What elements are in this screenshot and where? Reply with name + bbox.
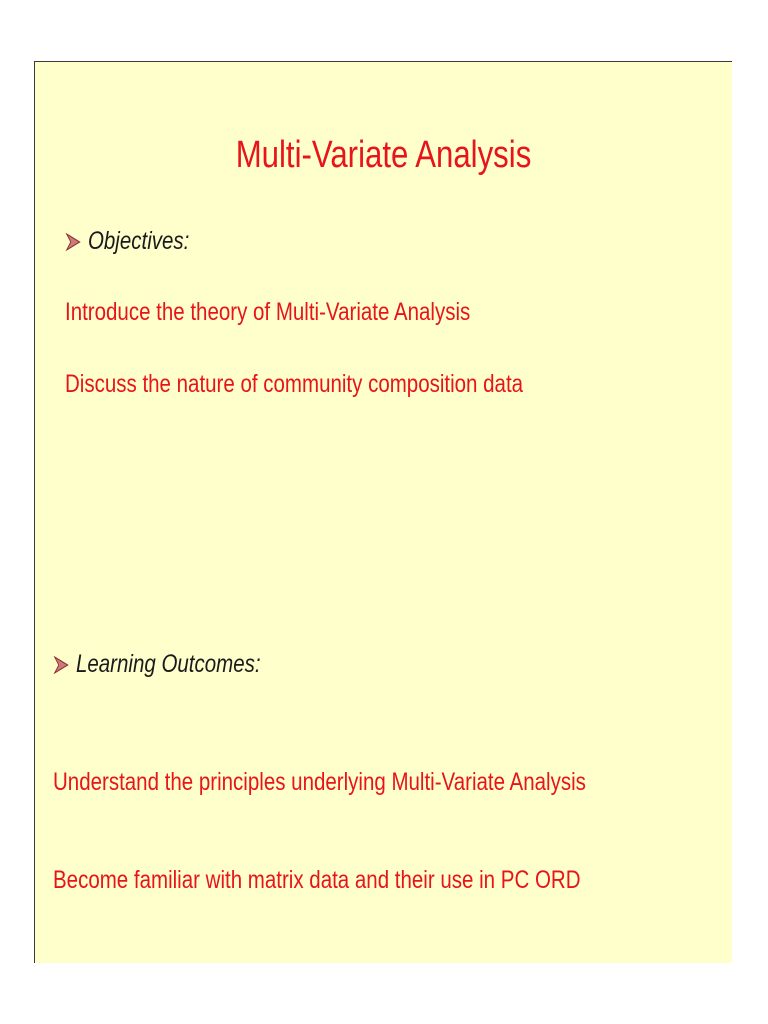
arrow-bullet-icon: [53, 655, 69, 675]
objective-item: Introduce the theory of Multi-Variate Analysis: [65, 298, 471, 326]
objectives-heading-label: Objectives:: [87, 227, 190, 255]
learning-outcome-item: Understand the principles underlying Multi-Variate Analysis: [53, 768, 586, 796]
slide-title: Multi-Variate Analysis: [235, 134, 532, 176]
learning-outcome-item: Become familiar with matrix data and their use in PC ORD: [53, 866, 581, 894]
slide: [34, 61, 732, 963]
objective-item: Discuss the nature of community composition data: [65, 370, 524, 398]
arrow-bullet-icon: [65, 232, 81, 252]
learning-outcomes-heading: [53, 650, 261, 679]
objectives-heading: [65, 227, 189, 256]
learning-outcomes-heading-label: Learning Outcomes:: [75, 650, 261, 678]
